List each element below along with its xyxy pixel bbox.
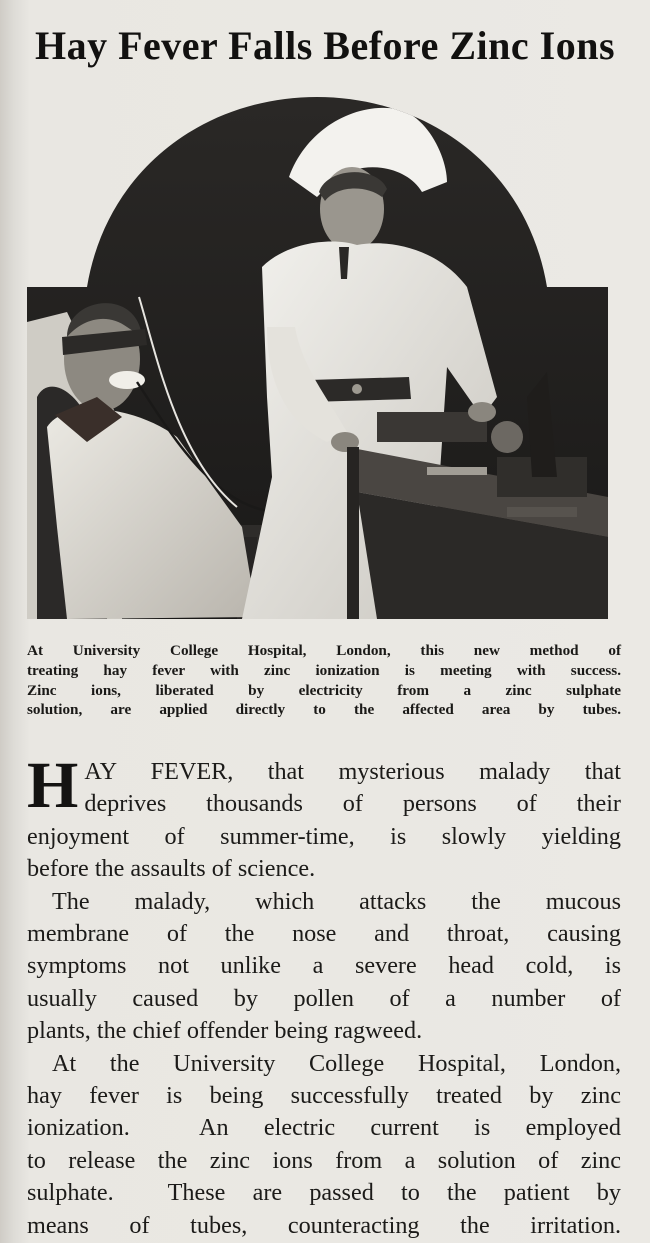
body-line: membrane of the nose and throat, causing <box>27 920 621 948</box>
body-line: to release the zinc ions from a solution of zinc <box>27 1146 621 1174</box>
paragraph-1 <box>27 749 621 886</box>
photo-caption <box>27 641 621 720</box>
article-body <box>27 749 621 1242</box>
body-line: before the assaults of science. <box>27 855 316 883</box>
body-line: deprives thousands of persons of their <box>84 790 621 818</box>
paragraph-3 <box>27 1048 621 1242</box>
paragraph-2 <box>27 886 621 1048</box>
body-line: The malady, which attacks the mucous <box>52 887 621 915</box>
caption-line: Zinc ions, liberated by electricity from a zinc sulphate <box>27 681 621 699</box>
caption-line: treating hay fever with zinc ionization is meeting with success. <box>27 661 621 679</box>
body-line: symptoms not unlike a severe head cold, is <box>27 952 621 980</box>
body-line: means of tubes, counteracting the irritation. <box>27 1211 621 1239</box>
body-line: plants, the chief offender being ragweed. <box>27 1017 423 1045</box>
body-line: usually caused by pollen of a number of <box>27 984 621 1012</box>
body-line: enjoyment of summer-time, is slowly yielding <box>27 822 621 850</box>
body-line: ionization. An electric current is employed <box>27 1114 621 1142</box>
body-line: At the University College Hospital, London, <box>52 1049 621 1077</box>
article-title: Hay Fever Falls Before Zinc Ions <box>34 23 616 68</box>
nurse-treating-patient-photo <box>27 97 608 619</box>
caption-line: solution, are applied directly to the affected area by tubes. <box>27 701 621 719</box>
body-line: AY FEVER, that mysterious malady that <box>84 758 621 785</box>
body-line: sulphate. These are passed to the patient by <box>27 1179 621 1207</box>
drop-cap: H <box>27 749 79 822</box>
body-line: hay fever is being successfully treated by zinc <box>27 1082 621 1110</box>
caption-line: At University College Hospital, London, this new method of <box>27 642 621 659</box>
